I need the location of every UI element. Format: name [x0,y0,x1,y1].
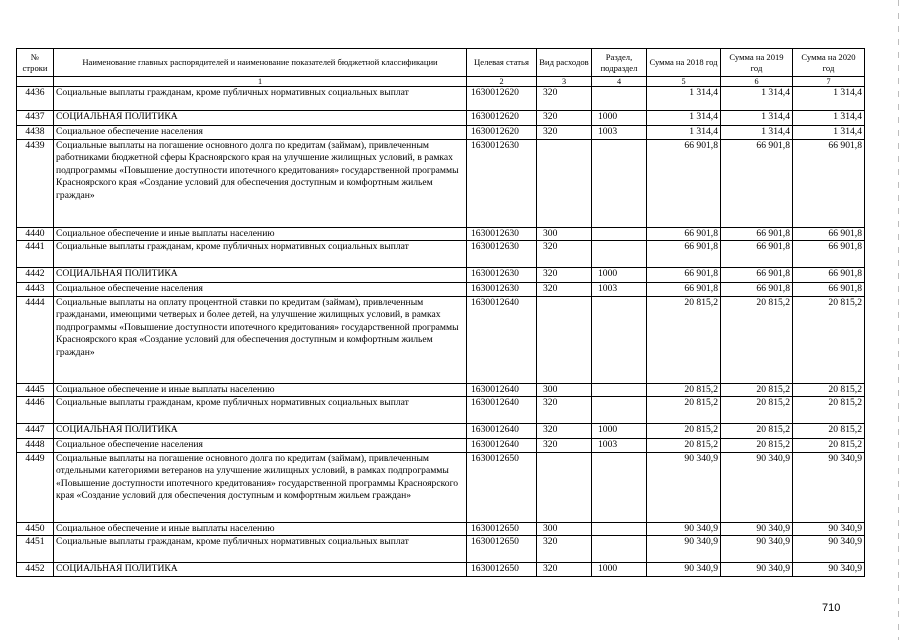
row-name: Социальные выплаты на погашение основного долга по кредитам (займам), привлеченным работниками бюджетной сферы Красноярского края на улучшение жилищных условий, в рамках подпрограммы «Повышение доступности ипотечного кредитования» государственной программы Красноярского края «Создание условий для обеспечения доступным и комфортным жильем граждан» [54,139,467,227]
row-sum-2018: 90 340,9 [647,452,721,522]
row-sum-2018: 20 815,2 [647,383,721,397]
row-name: Социальные выплаты гражданам, кроме публичных нормативных социальных выплат [54,87,467,111]
row-name: Социальные выплаты на оплату процентной ставки по кредитам (займам), привлеченным гражданами, имеющими четверых и более детей, на улучшение жилищных условий, в рамках подпрограммы «Повышение доступности ипотечного кредитования» государственной программы Красноярского края «Создание условий для обеспечения доступным и комфортным жильем граждан» [54,296,467,383]
row-expense-type: 320 [537,424,592,439]
row-section: 1003 [592,126,647,140]
table-row [17,522,865,536]
row-sum-2018: 20 815,2 [647,397,721,424]
row-target-article: 1630012640 [467,397,537,424]
table-row [17,139,865,227]
row-number: 4443 [17,283,54,297]
row-section: 1003 [592,283,647,297]
row-sum-2020: 1 314,4 [793,111,865,126]
column-number [17,77,54,87]
row-expense-type: 320 [537,126,592,140]
header-expense-type: Вид расходов [537,49,592,77]
header-target-article: Целевая статья [467,49,537,77]
row-sum-2019: 66 901,8 [721,268,793,283]
row-sum-2020: 20 815,2 [793,383,865,397]
row-sum-2018: 20 815,2 [647,439,721,453]
column-number: 5 [647,77,721,87]
row-expense-type: 300 [537,522,592,536]
row-sum-2018: 20 815,2 [647,424,721,439]
table-row [17,227,865,241]
row-target-article: 1630012650 [467,536,537,563]
scan-edge-marks [898,0,899,640]
row-sum-2019: 90 340,9 [721,452,793,522]
column-number: 2 [467,77,537,87]
row-target-article: 1630012630 [467,241,537,268]
table-row [17,111,865,126]
budget-table [16,48,865,577]
row-number: 4439 [17,139,54,227]
row-target-article: 1630012620 [467,126,537,140]
row-number: 4444 [17,296,54,383]
row-expense-type: 320 [537,563,592,577]
row-section [592,452,647,522]
row-number: 4448 [17,439,54,453]
row-number: 4449 [17,452,54,522]
row-sum-2019: 20 815,2 [721,296,793,383]
row-sum-2020: 1 314,4 [793,87,865,111]
row-name: Социальное обеспечение и иные выплаты населению [54,522,467,536]
row-sum-2019: 66 901,8 [721,227,793,241]
row-sum-2020: 90 340,9 [793,452,865,522]
row-sum-2020: 20 815,2 [793,439,865,453]
row-name: Социальное обеспечение населения [54,126,467,140]
row-target-article: 1630012630 [467,268,537,283]
row-section [592,139,647,227]
row-expense-type: 320 [537,439,592,453]
row-sum-2018: 1 314,4 [647,87,721,111]
row-sum-2018: 90 340,9 [647,563,721,577]
row-sum-2018: 66 901,8 [647,283,721,297]
table-row [17,241,865,268]
row-target-article: 1630012640 [467,296,537,383]
row-target-article: 1630012650 [467,563,537,577]
row-sum-2020: 90 340,9 [793,563,865,577]
row-expense-type: 300 [537,227,592,241]
row-expense-type: 320 [537,268,592,283]
row-sum-2019: 20 815,2 [721,383,793,397]
row-number: 4440 [17,227,54,241]
row-number: 4451 [17,536,54,563]
row-sum-2020: 66 901,8 [793,241,865,268]
row-sum-2020: 20 815,2 [793,424,865,439]
row-sum-2019: 20 815,2 [721,439,793,453]
row-sum-2020: 66 901,8 [793,268,865,283]
table-row [17,536,865,563]
column-number: 1 [54,77,467,87]
table-row [17,126,865,140]
row-sum-2019: 66 901,8 [721,241,793,268]
row-section: 1003 [592,439,647,453]
row-sum-2020: 66 901,8 [793,139,865,227]
row-sum-2020: 66 901,8 [793,227,865,241]
row-name: Социальные выплаты гражданам, кроме публичных нормативных социальных выплат [54,536,467,563]
row-number: 4452 [17,563,54,577]
row-target-article: 1630012630 [467,283,537,297]
header-row-number: № строки [17,49,54,77]
row-number: 4437 [17,111,54,126]
row-section: 1000 [592,424,647,439]
table-row [17,383,865,397]
table-row [17,397,865,424]
row-name: СОЦИАЛЬНАЯ ПОЛИТИКА [54,111,467,126]
row-section: 1000 [592,563,647,577]
row-section [592,522,647,536]
row-expense-type: 320 [537,536,592,563]
row-target-article: 1630012620 [467,87,537,111]
row-sum-2020: 90 340,9 [793,522,865,536]
column-number: 3 [537,77,592,87]
row-sum-2018: 66 901,8 [647,241,721,268]
row-sum-2019: 1 314,4 [721,87,793,111]
row-section [592,536,647,563]
header-sum-2019: Сумма на 2019 год [721,49,793,77]
row-target-article: 1630012650 [467,522,537,536]
row-target-article: 1630012640 [467,424,537,439]
row-expense-type: 320 [537,283,592,297]
row-number: 4436 [17,87,54,111]
row-name: СОЦИАЛЬНАЯ ПОЛИТИКА [54,563,467,577]
table-row [17,268,865,283]
row-sum-2019: 20 815,2 [721,424,793,439]
row-name: СОЦИАЛЬНАЯ ПОЛИТИКА [54,424,467,439]
row-expense-type: 320 [537,111,592,126]
header-section: Раздел, подраздел [592,49,647,77]
row-sum-2018: 66 901,8 [647,227,721,241]
row-number: 4450 [17,522,54,536]
row-section: 1000 [592,111,647,126]
table-row [17,563,865,577]
header-sum-2020: Сумма на 2020 год [793,49,865,77]
header-name: Наименование главных распорядителей и наименование показателей бюджетной классификации [54,49,467,77]
row-sum-2019: 90 340,9 [721,536,793,563]
row-sum-2018: 90 340,9 [647,522,721,536]
row-name: Социальные выплаты гражданам, кроме публичных нормативных социальных выплат [54,397,467,424]
row-sum-2020: 20 815,2 [793,397,865,424]
row-number: 4446 [17,397,54,424]
row-sum-2019: 1 314,4 [721,126,793,140]
row-name: СОЦИАЛЬНАЯ ПОЛИТИКА [54,268,467,283]
row-section [592,296,647,383]
row-section [592,227,647,241]
row-target-article: 1630012620 [467,111,537,126]
row-expense-type [537,296,592,383]
row-sum-2019: 1 314,4 [721,111,793,126]
table-row [17,296,865,383]
row-section: 1000 [592,268,647,283]
row-name: Социальное обеспечение и иные выплаты населению [54,227,467,241]
row-sum-2019: 20 815,2 [721,397,793,424]
row-sum-2018: 1 314,4 [647,126,721,140]
column-number: 4 [592,77,647,87]
row-number: 4441 [17,241,54,268]
row-section [592,241,647,268]
row-sum-2020: 66 901,8 [793,283,865,297]
column-number-row [17,77,865,87]
row-target-article: 1630012630 [467,227,537,241]
row-sum-2018: 66 901,8 [647,139,721,227]
table-row [17,283,865,297]
row-sum-2019: 66 901,8 [721,139,793,227]
header-row [17,49,865,77]
row-number: 4438 [17,126,54,140]
row-name: Социальные выплаты гражданам, кроме публичных нормативных социальных выплат [54,241,467,268]
table-row [17,452,865,522]
row-sum-2018: 20 815,2 [647,296,721,383]
row-name: Социальное обеспечение населения [54,439,467,453]
row-name: Социальные выплаты на погашение основного долга по кредитам (займам), привлеченным отдельными категориями ветеранов на улучшение жилищных условий, в рамках подпрограммы «Повышение доступности ипотечного кредитования» государственной программы Красноярского края «Создание условий для обеспечения доступным и комфортным жильем граждан» [54,452,467,522]
row-target-article: 1630012640 [467,439,537,453]
header-sum-2018: Сумма на 2018 год [647,49,721,77]
row-expense-type [537,452,592,522]
row-sum-2018: 1 314,4 [647,111,721,126]
row-target-article: 1630012630 [467,139,537,227]
row-number: 4445 [17,383,54,397]
row-sum-2019: 90 340,9 [721,563,793,577]
row-sum-2020: 20 815,2 [793,296,865,383]
page-number: 710 [822,602,841,614]
row-expense-type: 320 [537,87,592,111]
column-number: 6 [721,77,793,87]
row-section [592,383,647,397]
table-row [17,87,865,111]
row-number: 4447 [17,424,54,439]
table-row [17,424,865,439]
table-row [17,439,865,453]
row-target-article: 1630012640 [467,383,537,397]
row-section [592,87,647,111]
row-expense-type [537,139,592,227]
row-sum-2019: 66 901,8 [721,283,793,297]
row-expense-type: 320 [537,397,592,424]
budget-table-container [16,48,864,577]
row-sum-2018: 66 901,8 [647,268,721,283]
row-expense-type: 320 [537,241,592,268]
row-expense-type: 300 [537,383,592,397]
row-name: Социальное обеспечение населения [54,283,467,297]
row-sum-2020: 1 314,4 [793,126,865,140]
row-number: 4442 [17,268,54,283]
row-sum-2020: 90 340,9 [793,536,865,563]
row-section [592,397,647,424]
row-target-article: 1630012650 [467,452,537,522]
row-sum-2018: 90 340,9 [647,536,721,563]
column-number: 7 [793,77,865,87]
row-name: Социальное обеспечение и иные выплаты населению [54,383,467,397]
row-sum-2019: 90 340,9 [721,522,793,536]
